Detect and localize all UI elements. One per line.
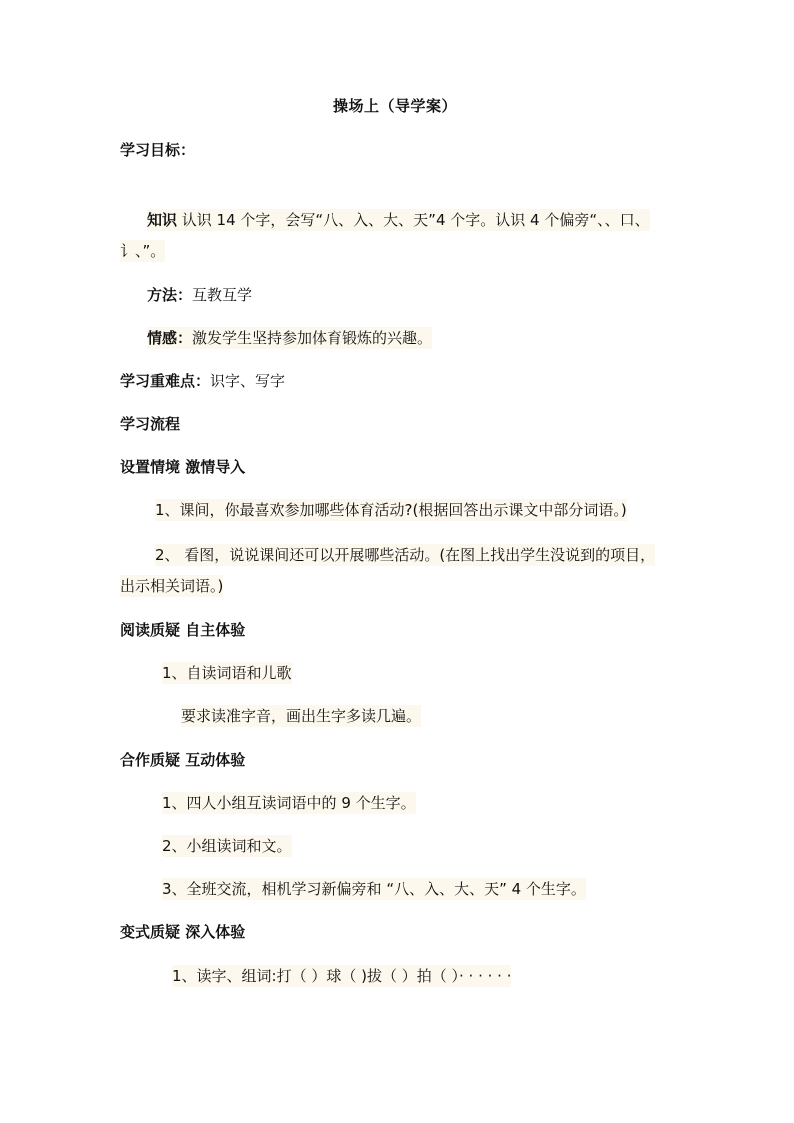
emotion-label: 情感： bbox=[147, 329, 193, 347]
section-1-heading: 设置情境 激情导入 bbox=[120, 458, 246, 476]
section-1-item-2-line-1: 2、 看图，说说课间还可以开展哪些活动。(在图上找出学生没说到的项目， bbox=[155, 546, 656, 564]
section-3-item-1: 1、四人小组互读词语中的 9 个生字。 bbox=[162, 794, 416, 812]
knowledge-line-2: 讠、”。 bbox=[120, 242, 166, 260]
objectives-heading: 学习目标： bbox=[120, 141, 196, 159]
key-points-text: 识字、写字 bbox=[210, 372, 286, 390]
section-3-heading: 合作质疑 互动体验 bbox=[120, 751, 246, 769]
section-1-item-2-line-2: 出示相关词语。) bbox=[120, 577, 224, 595]
knowledge-line-1 bbox=[147, 209, 650, 231]
method-label: 方法： bbox=[147, 286, 193, 304]
knowledge-label: 知识 bbox=[147, 211, 178, 229]
section-3-item-2: 2、小组读词和文。 bbox=[162, 837, 292, 855]
section-1-item-1: 1、课间，你最喜欢参加哪些体育活动?(根据回答出示课文中部分词语。) bbox=[155, 501, 627, 519]
section-4-heading: 变式质疑 深入体验 bbox=[120, 923, 246, 941]
section-4-item-1: 1、读字、组词:打（ ）球（ )拔（ ）拍（ ）· · · · · · bbox=[172, 967, 512, 985]
method-text: 互教互学 bbox=[192, 286, 253, 304]
emotion-line bbox=[147, 327, 432, 349]
key-points-line bbox=[120, 370, 285, 392]
key-points-label: 学习重难点： bbox=[120, 372, 211, 390]
method-line bbox=[147, 284, 252, 306]
knowledge-text: 认识 14 个字，会写“八、入、大、天”4 个字。认识 4 个偏旁“、、口、 bbox=[177, 211, 650, 229]
page-title: 操场上（导学案） bbox=[333, 97, 458, 115]
emotion-text: 激发学生坚持参加体育锻炼的兴趣。 bbox=[192, 329, 433, 347]
section-2-heading: 阅读质疑 自主体验 bbox=[120, 621, 246, 639]
section-3-item-3: 3、全班交流，相机学习新偏旁和 “八、入、大、天” 4 个生字。 bbox=[162, 880, 586, 898]
section-2-item-1: 1、自读词语和儿歌 bbox=[162, 664, 292, 682]
process-heading: 学习流程 bbox=[120, 415, 181, 433]
section-2-item-1-note: 要求读准字音，画出生字多读几遍。 bbox=[181, 707, 422, 725]
